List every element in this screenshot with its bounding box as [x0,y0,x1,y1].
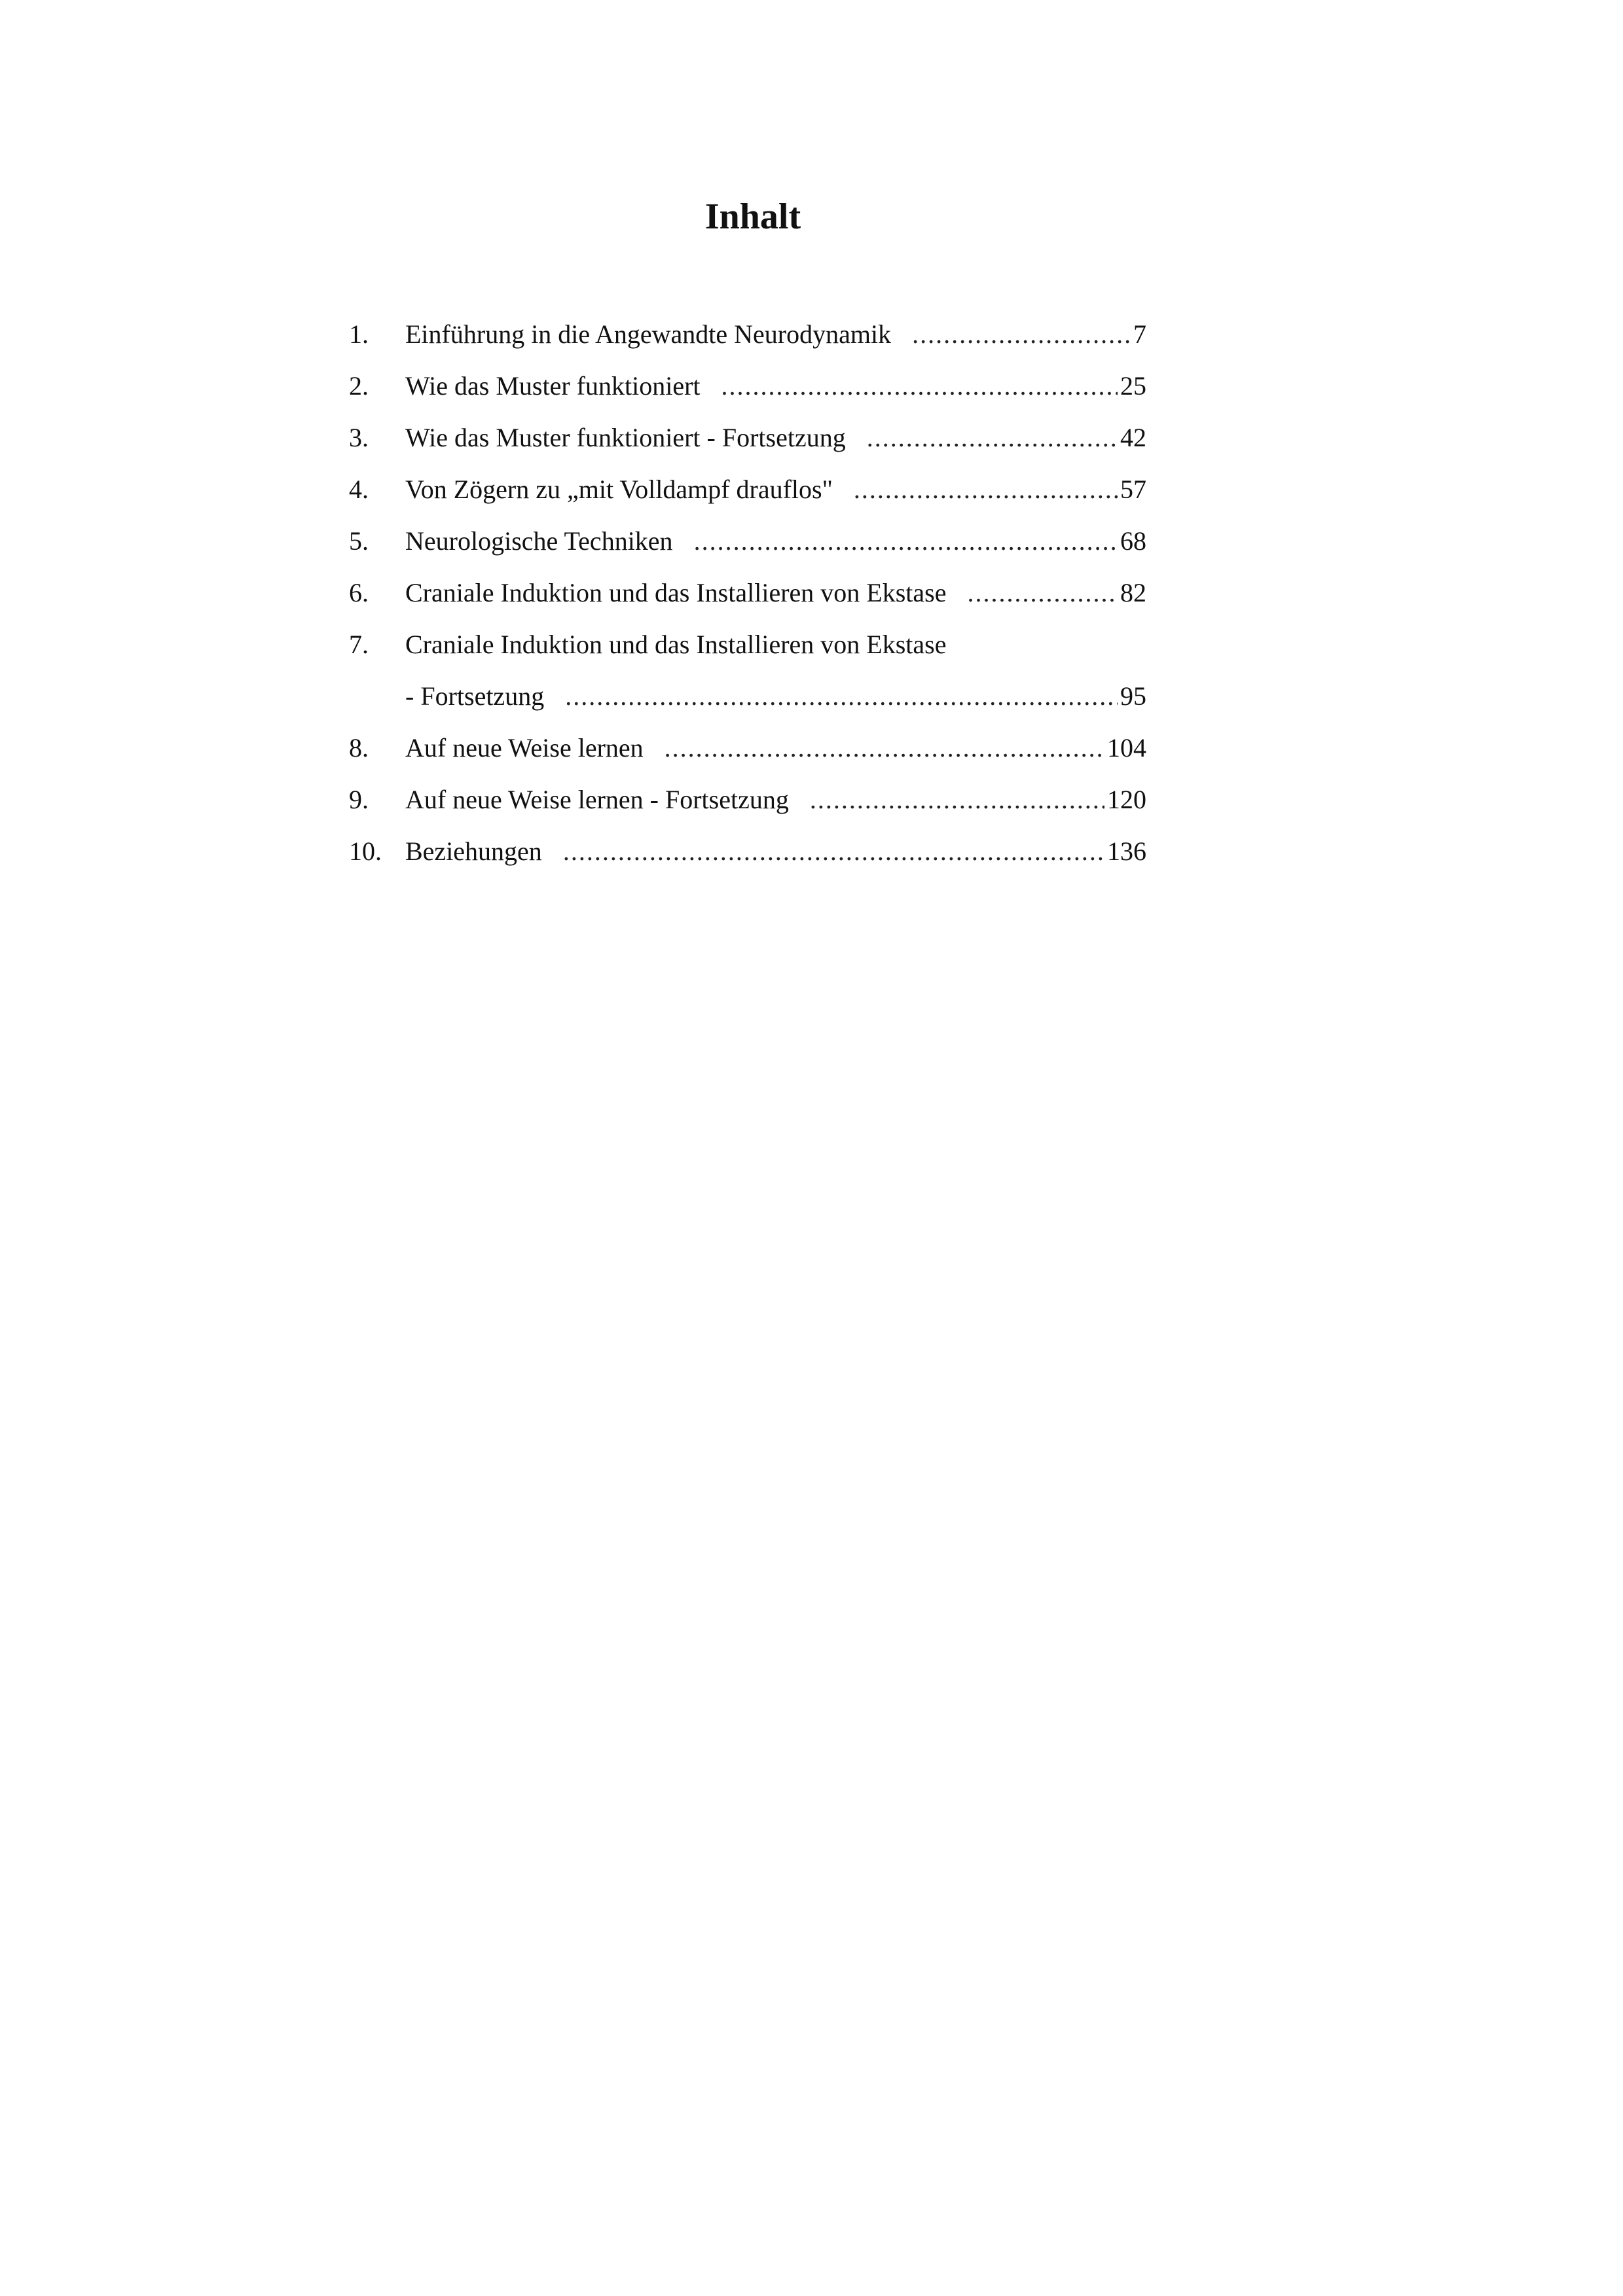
toc-entry-page: 136 [1107,836,1146,866]
toc-entry-title: Von Zögern zu „mit Volldampf drauflos" [405,475,833,504]
toc-entry-title: Beziehungen [405,836,542,866]
toc-entry-page: 42 [1120,423,1146,452]
toc-dot-leader [854,467,1118,512]
toc-entry [349,363,1146,415]
toc-dot-leader [694,518,1118,564]
toc-entry [349,570,1146,622]
toc-entry [349,622,1146,673]
toc-dot-leader [810,777,1104,823]
toc-dot-leader [867,415,1118,461]
toc-entry [349,725,1146,777]
toc-entry [349,518,1146,570]
toc-entry-number: 10. [349,836,382,866]
toc-entry-number: 6. [349,578,369,607]
toc-entry-title: Wie das Muster funktioniert - Fortsetzung [405,423,846,452]
toc-entry-title-continuation: - Fortsetzung [405,681,545,711]
toc-entry-page: 57 [1120,475,1146,504]
toc-entry-continuation [349,673,1146,725]
toc-entry-title: Auf neue Weise lernen [405,733,644,762]
toc-dot-leader [563,829,1104,874]
toc-entry-page: 25 [1120,371,1146,401]
toc-entry-number: 7. [349,630,369,659]
toc-entry-page: 7 [1133,319,1146,349]
toc-dot-leader [912,312,1131,357]
toc-entry [349,777,1146,829]
toc-entry-title: Wie das Muster funktioniert [405,371,701,401]
toc-entry-number: 1. [349,319,369,349]
toc-dot-leader [665,725,1104,771]
page-title: Inhalt [704,196,801,237]
toc-entry-title: Auf neue Weise lernen - Fortsetzung [405,785,789,814]
toc-entry-page: 120 [1107,785,1146,814]
toc-entry-title: Craniale Induktion und das Installieren von Ekstase [405,630,947,659]
toc-dot-leader [967,570,1118,616]
toc-entry-title: Craniale Induktion und das Installieren von Ekstase [405,578,947,607]
toc-entry-number: 3. [349,423,369,452]
toc-entry [349,312,1146,363]
toc-entry-page: 104 [1107,733,1146,762]
toc-entry-page: 68 [1120,526,1146,556]
toc-dot-leader [565,673,1118,719]
toc-entry [349,829,1146,880]
toc-entry-title: Neurologische Techniken [405,526,673,556]
toc-entry-number: 2. [349,371,369,401]
toc-entry [349,467,1146,518]
toc-entry-number: 5. [349,526,369,556]
toc-entry-number: 4. [349,475,369,504]
toc-entry-page: 82 [1120,578,1146,607]
toc-entry-number: 9. [349,785,369,814]
toc-entry-page: 95 [1120,681,1146,711]
table-of-contents [349,312,1146,880]
toc-dot-leader [721,363,1118,409]
toc-entry-number: 8. [349,733,369,762]
toc-entry [349,415,1146,467]
toc-entry-title: Einführung in die Angewandte Neurodynamik [405,319,892,349]
